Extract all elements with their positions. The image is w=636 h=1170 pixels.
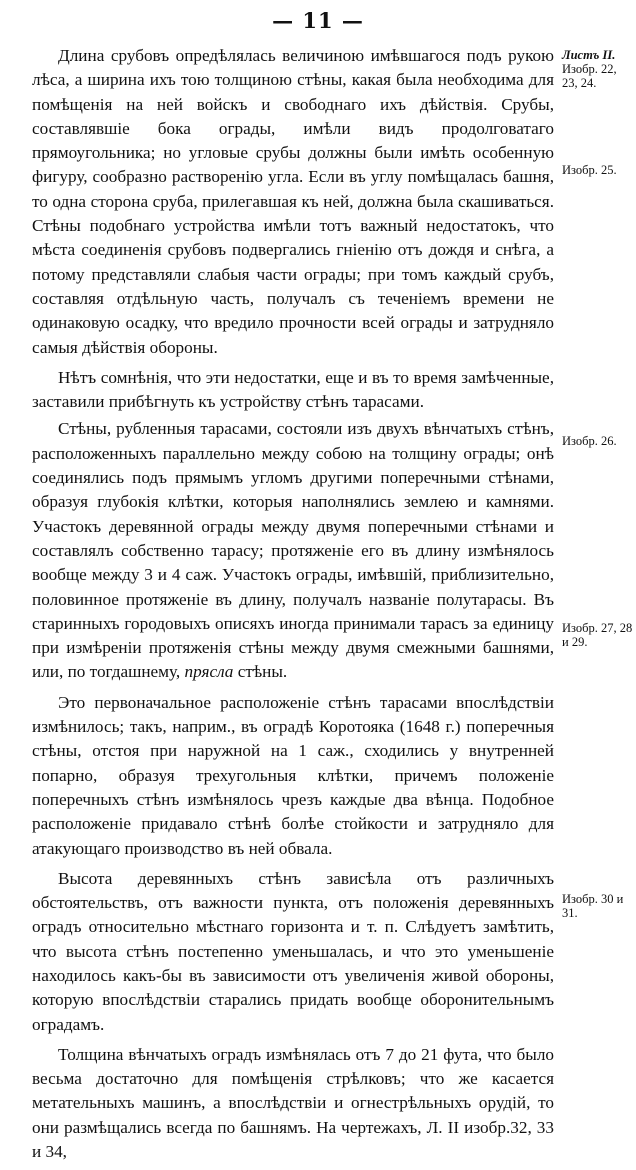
- margin-note-figures-27-29-text: Изобр. 27, 28 и 29.: [562, 621, 633, 649]
- paragraph-2: Нѣтъ сомнѣнія, что эти недостатки, еще и въ то время замѣченные, заставили прибѣгнуть къ устройству стѣнъ тарасами.: [32, 367, 554, 412]
- paragraph-3-tail: стѣны.: [233, 662, 288, 682]
- margin-note-figures-30-31: [562, 892, 634, 920]
- margin-note-figure-25: [562, 163, 634, 177]
- paragraph-3-text: Стѣны, рубленныя тарасами, состояли изъ двухъ вѣнчатыхъ стѣнъ, расположенныхъ параллельно между собою на толщину ограды; онѣ соединялись подъ прямымъ угломъ другими поперечными стѣнами, образуя глубокія клѣтки, которыя наполнялись землею и камнями. Участокъ деревянной ограды между двумя поперечными стѣнами и составлялъ собственно тарасу; протяженіе его въ длину измѣнялось вообще между 3 и 4 саж. Участокъ ограды, имѣвшій, приблизительно, половинное протяженіе въ длину, получалъ названіе полутарасы. Въ старинныхъ городовыхъ описяхъ иногда принимали тарасъ за единицу при измѣреніи протяженія стѣны между двумя смежными башнями, или, по тогдашнему,: [32, 419, 554, 682]
- margin-note-figure-26: [562, 434, 634, 448]
- paragraph-4: Это первоначальное расположеніе стѣнъ тарасами впослѣдствіи измѣнилось; такъ, наприм., въ оградѣ Коротояка (1648 г.) поперечныя стѣны, отстоя при наружной на 1 саж., сходились у внутренней попарно, образуя трехугольныя клѣтки, причемъ положеніе поперечныхъ стѣнъ измѣнялось чрезъ каждые два вѣнца. Подобное расположеніе придавало стѣнѣ болѣе стойкости и затрудняло для атакующаго производство въ ней обвала.: [32, 692, 554, 858]
- page-number: — 11 —: [272, 8, 364, 33]
- margin-note-figures-22-24: Изобр. 22, 23, 24.: [562, 62, 617, 90]
- paragraph-6: Толщина вѣнчатыхъ оградъ измѣнялась отъ 7 до 21 фута, что было весьма достаточно для помѣщенія стрѣлковъ; что же касается метательныхъ машинъ, а впослѣдствіи и огнестрѣльныхъ орудій, то они размѣщались всегда по башнямъ. На чертежахъ, Л. II изобр.32, 33 и 34,: [32, 1044, 554, 1162]
- paragraph-1: Длина срубовъ опредѣлялась величиною имѣвшагося подъ рукою лѣса, а ширина ихъ тою толщиною стѣны, какая была необходима для помѣщенія на ней войскъ и свободнаго ихъ дѣйствія. Срубы, составлявшіе бока ограды, имѣли видъ продолговатаго прямоугольника; но угловые срубы должны были имѣть особенную фигуру, сообразно раствoренію угла. Если въ углу помѣщалась башня, то одна сторона сруба, прилегавшая къ ней, должна была скашиваться. Стѣны подобнаго устройства имѣли тотъ важный недостатокъ, что мѣста соединенія срубовъ подвергались гніенію отъ дождя и снѣга, а потому представляли слабыя части ограды; при томъ каждый срубъ, составляя отдѣльную часть, получалъ съ теченіемъ времени не одинаковую осадку, что вредило прочности всей ограды и затрудняло самыя дѣйствія обороны.: [32, 46, 554, 357]
- margin-note-figures-30-31-text: Изобр. 30 и 31.: [562, 892, 624, 920]
- body-text: [32, 44, 554, 1170]
- margin-note-sheet-label: Листъ II.: [562, 48, 616, 62]
- margin-note-figures-27-29: [562, 621, 634, 649]
- paragraph-5: Высота деревянныхъ стѣнъ зависѣла отъ различныхъ обстоятельствъ, отъ важности пункта, отъ положенія деревянныхъ оградъ относительно мѣстнаго горизонта и т. п. Слѣдуетъ замѣтить, что высота стѣнъ постепенно уменьшалась, и что это уменьшеніе находилось какъ-бы въ зависимости отъ увеличенія живой обороны, которую впослѣдствіи старались придать вообще оборонительнымъ оградамъ.: [32, 868, 554, 1034]
- paragraph-3-italic-term: прясла: [184, 662, 234, 682]
- paragraph-3: [32, 417, 554, 684]
- margin-note-sheet-2: [562, 48, 634, 90]
- margin-note-figure-25-text: Изобр. 25.: [562, 163, 617, 177]
- margin-note-figure-26-text: Изобр. 26.: [562, 434, 617, 448]
